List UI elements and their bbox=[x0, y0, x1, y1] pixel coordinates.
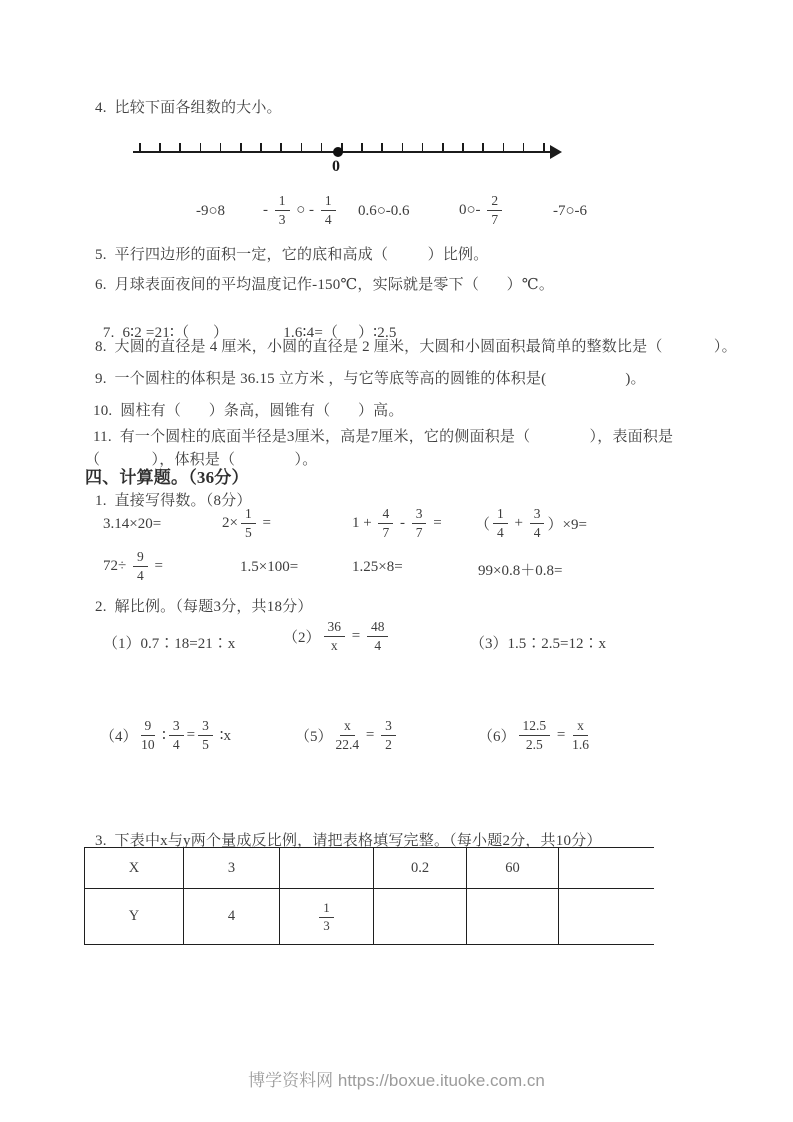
question-11-line-2: （ ），体积是（ ）。 bbox=[85, 452, 318, 468]
calc-item-5 bbox=[103, 549, 163, 583]
proportion-4-colon-1: ∶ bbox=[158, 727, 166, 744]
calc-item-3-minus: - bbox=[396, 514, 409, 531]
proportion-2-label: （2） bbox=[283, 629, 321, 646]
proportion-2-equals: = bbox=[348, 627, 364, 644]
proportion-4-colon-x: ∶x bbox=[215, 727, 232, 744]
comparison-2-circle: ○ - bbox=[292, 201, 318, 218]
fraction-x-over-1-6: $\frac{x}{1.6}$ bbox=[572, 718, 589, 752]
number-line bbox=[133, 136, 565, 182]
number-line-axis bbox=[133, 151, 555, 153]
comparison-4-left: 0○- bbox=[459, 201, 485, 218]
cell-x-3: 0.2 bbox=[374, 848, 467, 889]
calc-item-4 bbox=[475, 506, 587, 540]
proportion-5-equals: = bbox=[362, 726, 379, 743]
fraction-two-sevenths: $\frac{2}{7}$ bbox=[487, 193, 502, 227]
fraction-one-third-table: $\frac{1}{3}$ bbox=[319, 901, 334, 934]
calc-item-2 bbox=[222, 506, 271, 540]
comparison-2-neg: - bbox=[263, 201, 272, 218]
calc-item-3-text: 1 + bbox=[352, 514, 376, 531]
cell-y-3 bbox=[374, 889, 467, 945]
proportion-4 bbox=[100, 718, 231, 752]
comparison-1: -9○8 bbox=[196, 203, 226, 219]
question-10: 10. 圆柱有（ ）条高，圆锥有（ ）高。 bbox=[93, 403, 404, 419]
fraction-one-fourth: $\frac{1}{4}$ bbox=[321, 193, 336, 227]
proportion-4-label: （4） bbox=[100, 728, 138, 745]
calc-item-5-text: 72÷ bbox=[103, 557, 130, 574]
calc-item-4-times-nine: ）×9= bbox=[547, 516, 587, 533]
question-11-line-1: 11. 有一个圆柱的底面半径是3厘米，高是7厘米，它的侧面积是（ ），表面积是 bbox=[93, 429, 674, 445]
question-8: 8. 大圆的直径是 4 厘米，小圆的直径是 2 厘米，大圆和小圆面积最简单的整数比是（ ）。 bbox=[95, 339, 737, 355]
solve-row-2 bbox=[0, 712, 793, 770]
proportion-5 bbox=[295, 718, 399, 752]
cell-y-4 bbox=[467, 889, 559, 945]
calc-item-6: 1.5×100= bbox=[240, 559, 299, 575]
proportion-6-label: （6） bbox=[478, 728, 516, 745]
calc-item-4-plus: + bbox=[510, 514, 527, 531]
number-line-zero-label: 0 bbox=[332, 158, 340, 175]
question-7-part-a: 7. 6∶2 =21∶（ ） bbox=[102, 325, 229, 341]
cell-x-1: 3 bbox=[184, 848, 280, 889]
cell-x-label: X bbox=[85, 848, 184, 889]
fraction-one-fourth-2: $\frac{1}{4}$ bbox=[493, 506, 508, 540]
calc-item-3-equals: = bbox=[429, 514, 442, 531]
fraction-one-third: $\frac{1}{3}$ bbox=[275, 193, 290, 227]
proportion-5-label: （5） bbox=[295, 728, 333, 745]
cell-y-1: 4 bbox=[184, 889, 280, 945]
number-line-arrow-icon bbox=[550, 145, 562, 159]
proportion-6 bbox=[478, 718, 592, 752]
section-4-heading: 四、计算题。（36分） bbox=[85, 468, 249, 487]
calc-item-2-equals: = bbox=[258, 514, 271, 531]
fraction-one-fifth: $\frac{1}{5}$ bbox=[241, 506, 256, 540]
calc-item-5-equals: = bbox=[150, 557, 163, 574]
fraction-nine-fourths: $\frac{9}{4}$ bbox=[133, 549, 148, 583]
calc-item-1: 3.14×20= bbox=[103, 516, 162, 532]
cell-x-4: 60 bbox=[467, 848, 559, 889]
comparison-5: -7○-6 bbox=[553, 203, 588, 219]
calc-item-8: 99×0.8＋0.8= bbox=[478, 563, 563, 579]
fraction-nine-tenths: $\frac{9}{10}$ bbox=[141, 718, 155, 752]
calc-item-3 bbox=[352, 506, 442, 540]
comparison-row bbox=[0, 191, 793, 237]
question-7-part-b: 1.6∶4=（ ）∶2.5 bbox=[283, 325, 397, 341]
calc-1-title: 1. 直接写得数。（8分） bbox=[95, 493, 252, 509]
fraction-48-over-4: $\frac{48}{4}$ bbox=[367, 619, 389, 653]
fraction-three-fourths-2: $\frac{3}{4}$ bbox=[169, 718, 184, 752]
cell-y-label: Y bbox=[85, 889, 184, 945]
cell-x-2 bbox=[280, 848, 374, 889]
question-9: 9. 一个圆柱的体积是 36.15 立方米 ，与它等底等高的圆锥的体积是( )。 bbox=[95, 371, 646, 387]
proportion-1: （1）0.7∶18=21∶x bbox=[103, 636, 236, 652]
proportion-3: （3）1.5∶2.5=12∶x bbox=[470, 636, 606, 652]
cell-x-5 bbox=[559, 848, 654, 889]
fraction-three-halves: $\frac{3}{2}$ bbox=[381, 718, 396, 752]
calc-3-title: 3. 下表中x与y两个量成反比例，请把表格填写完整。（每小题2分，共10分） bbox=[95, 833, 602, 849]
question-6: 6. 月球表面夜间的平均温度记作-150℃，实际就是零下（ ）℃。 bbox=[95, 277, 555, 293]
calc-item-4-open-paren: （ bbox=[475, 516, 491, 533]
calc-2-title: 2. 解比例。（每题3分，共18分） bbox=[95, 599, 313, 615]
inverse-proportion-table bbox=[84, 847, 654, 945]
fraction-three-fourths: $\frac{3}{4}$ bbox=[530, 506, 545, 540]
calc-item-2-text: 2× bbox=[222, 514, 238, 531]
cell-y-2 bbox=[280, 889, 374, 945]
fraction-36-over-x: $\frac{36}{x}$ bbox=[324, 619, 346, 653]
table-row-y bbox=[85, 889, 654, 945]
footer-watermark: 博学资料网 https://boxue.ituoke.com.cn bbox=[248, 1071, 545, 1090]
fraction-12-5-over-2-5: $\frac{12.5}{2.5}$ bbox=[519, 718, 551, 752]
calc-row-1 bbox=[0, 503, 793, 549]
solve-row-1 bbox=[0, 617, 793, 669]
question-4-title: 4. 比较下面各组数的大小。 bbox=[95, 100, 282, 116]
calc-item-7: 1.25×8= bbox=[352, 559, 403, 575]
proportion-4-equals: = bbox=[186, 726, 196, 743]
table-row-x bbox=[85, 848, 654, 889]
fraction-four-sevenths: $\frac{4}{7}$ bbox=[378, 506, 393, 540]
fraction-x-over-22-4: $\frac{x}{22.4}$ bbox=[335, 718, 360, 752]
proportion-2 bbox=[283, 619, 391, 653]
proportion-6-equals: = bbox=[553, 726, 570, 743]
question-5: 5. 平行四边形的面积一定，它的底和高成（ ）比例。 bbox=[95, 247, 489, 263]
fraction-three-sevenths: $\frac{3}{7}$ bbox=[412, 506, 427, 540]
comparison-3: 0.6○-0.6 bbox=[358, 203, 410, 219]
calc-row-2 bbox=[0, 545, 793, 593]
comparison-4 bbox=[459, 193, 505, 227]
cell-y-5 bbox=[559, 889, 654, 945]
comparison-2 bbox=[263, 193, 339, 227]
number-line-origin-dot bbox=[333, 147, 343, 157]
fraction-three-fifths: $\frac{3}{5}$ bbox=[198, 718, 213, 752]
